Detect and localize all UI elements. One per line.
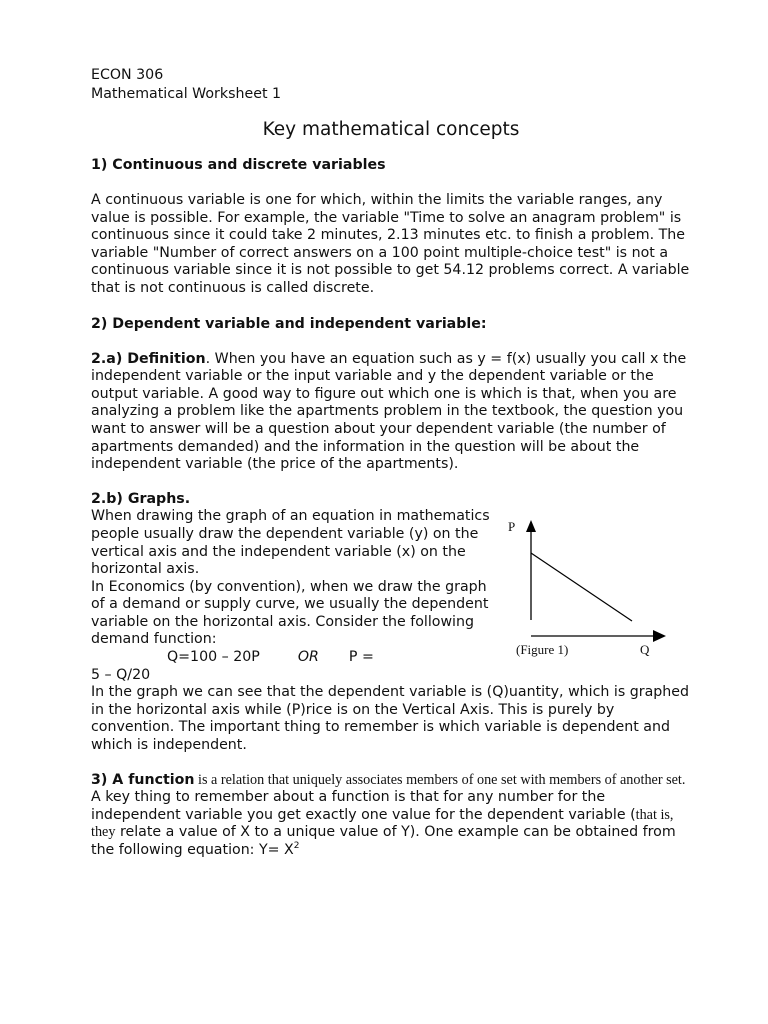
equation-right: P =: [348, 649, 374, 666]
section2b-body1: When drawing the graph of an equation in mathematics people usually draw the dependent variable (y) on the vertical axis and the independent variable (x) on the horizontal axis.: [91, 508, 490, 578]
section1-heading: 1) Continuous and discrete variables: [91, 157, 386, 173]
section2a-body: . When you have an equation such as y = f(x) usually you call x the independent variable or the input variable and y the dependent variable or the output variable. A good way to figure out which one is which is that, when you are analyzing a problem like the apartments problem in the textbook, the question you want to answer will be a question about your dependent variable (the number of apartments demanded) and the information in the question will be about the independent variable (the price of the apartments).: [91, 350, 687, 473]
equation-continuation: 5 – Q/20: [91, 666, 151, 683]
demand-curve: [531, 553, 632, 621]
section2a-paragraph: [91, 351, 691, 474]
x-axis-arrow: [653, 630, 666, 642]
section3-label: 3) A function: [91, 771, 195, 788]
demand-equation: [91, 649, 491, 667]
section2-heading: 2) Dependent variable and independent variable:: [91, 315, 487, 332]
y-axis-label: P: [508, 519, 516, 534]
section1-body: A continuous variable is one for which, within the limits the variable ranges, any value is possible. For example, the variable "Time to solve an anagram problem" is continuous since it could take 2 minutes, 2.13 minutes etc. to finish a problem. The variable "Number of correct answers on a 100 point multiple-choice test" is not a continuous variable since it is not possible to get 54.12 problems correct. A variable that is not continuous is called discrete.: [91, 192, 690, 296]
section3-body-a: A key thing to remember about a function is that for any number for the independent variable you get exactly one value for the dependent variable (: [91, 789, 636, 823]
demand-graph-figure: [506, 516, 676, 666]
y-axis-arrow: [526, 520, 536, 532]
section3-paragraph: [91, 772, 691, 860]
section2b-body3: In the graph we can see that the dependent variable is (Q)uantity, which is graphed in the horizontal axis while (P)rice is on the Vertical Axis. This is purely by convention. The important thing to remember is which variable is dependent and which is independent.: [91, 684, 690, 754]
section3-definition: is a relation that uniquely associates members of one set with members of another set.: [194, 771, 686, 788]
equation-left: Q=100 – 20P: [167, 649, 260, 666]
section2b-body2: In Economics (by convention), when we draw the graph of a demand or supply curve, we usually the dependent variable on the horizontal axis. Consider the following demand function:: [91, 578, 489, 648]
section3-body-b: relate a value of X to a unique value of Y). One example can be obtained from the following equation: Y= X: [91, 824, 676, 858]
worksheet-page: [91, 66, 691, 860]
section3-that-is: that is, they: [91, 806, 674, 841]
worksheet-name: Mathematical Worksheet 1: [91, 86, 282, 102]
exponent: 2: [293, 841, 300, 851]
section2b-text: [91, 491, 491, 685]
section2b-label: 2.b) Graphs.: [91, 490, 191, 507]
x-axis-label: Q: [640, 642, 650, 657]
course-code: ECON 306: [91, 67, 164, 83]
page-title: Key mathematical concepts: [262, 119, 520, 140]
figure-caption: (Figure 1): [516, 642, 569, 657]
section2a-label: 2.a) Definition: [91, 350, 206, 367]
equation-or: OR: [297, 649, 319, 666]
